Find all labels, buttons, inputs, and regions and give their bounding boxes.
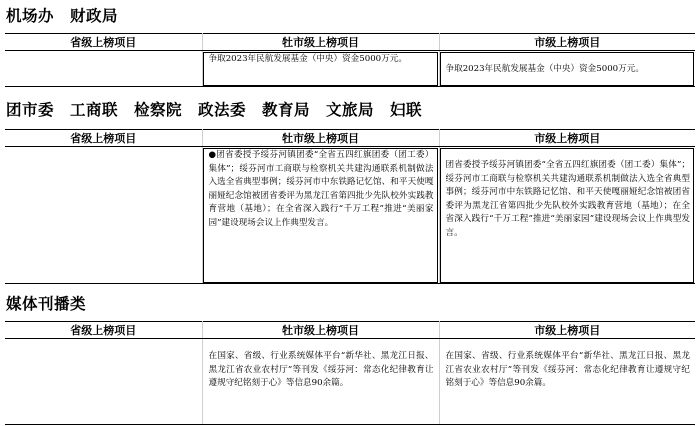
- cell-provincial: [5, 147, 202, 284]
- header-mudanjiang: 牡市级上榜项目: [202, 130, 439, 147]
- section-title-youth-league: 团市委 工商联 检察院 政法委 教育局 文旅局 妇联: [6, 101, 423, 119]
- section-title-finance: 机场办 财政局: [6, 7, 119, 25]
- cell-city: 争取2023年民航发展基金（中央）资金5000万元。: [439, 51, 695, 87]
- cell-mudanjiang: 争取2023年民航发展基金（中央）资金5000万元。: [202, 51, 439, 87]
- table-media: [5, 321, 695, 425]
- header-mudanjiang: 牡市级上榜项目: [202, 322, 439, 339]
- cell-mudanjiang: 在国家、省级、行业系统媒体平台“新华社、黑龙江日报、黑龙江省农业农村厅”等刊发《绥芬河：常态化纪律教育让遵规守纪铭刻于心》等信息90余篇。: [202, 339, 439, 425]
- header-mudanjiang: 牡市级上榜项目: [202, 34, 439, 51]
- section-title-media: 媒体刊播类: [6, 295, 87, 313]
- table-youth-league: [5, 129, 695, 284]
- cell-city: 在国家、省级、行业系统媒体平台“新华社、黑龙江日报、黑龙江省农业农村厅”等刊发《绥芬河：常态化纪律教育让遵规守纪铭刻于心》等信息90余篇。: [439, 339, 695, 425]
- header-provincial: 省级上榜项目: [5, 34, 202, 51]
- header-provincial: 省级上榜项目: [5, 322, 202, 339]
- cell-provincial: [5, 339, 202, 425]
- cell-mudanjiang: ●团省委授予绥芬河镇团委“全省五四红旗团委（团工委）集体”；绥芬河市工商联与检察机关共建沟通联系机制做法入选全省典型事例；绥芬河市中东铁路记忆馆、和平天使嘎丽娅纪念馆被团省委评为黑龙江省第四批少先队校外实践教育营地（基地）；在全省深入践行“千万工程”推进“美丽家园”建设现场会议上作典型发言。: [202, 147, 439, 284]
- cell-city: 团省委授予绥芬河镇团委“全省五四红旗团委（团工委）集体”；绥芬河市工商联与检察机关共建沟通联系机制做法入选全省典型事例；绥芬河市中东铁路记忆馆、和平天使嘎丽娅纪念馆被团省委评为黑龙江省第四批少先队校外实践教育营地（基地）；在全省深入践行“千万工程”推进“美丽家园”建设现场会议上作典型发言。: [439, 147, 695, 284]
- header-city: 市级上榜项目: [439, 130, 695, 147]
- header-city: 市级上榜项目: [439, 34, 695, 51]
- cell-provincial: [5, 51, 202, 87]
- header-provincial: 省级上榜项目: [5, 130, 202, 147]
- header-city: 市级上榜项目: [439, 322, 695, 339]
- table-finance: [5, 33, 695, 87]
